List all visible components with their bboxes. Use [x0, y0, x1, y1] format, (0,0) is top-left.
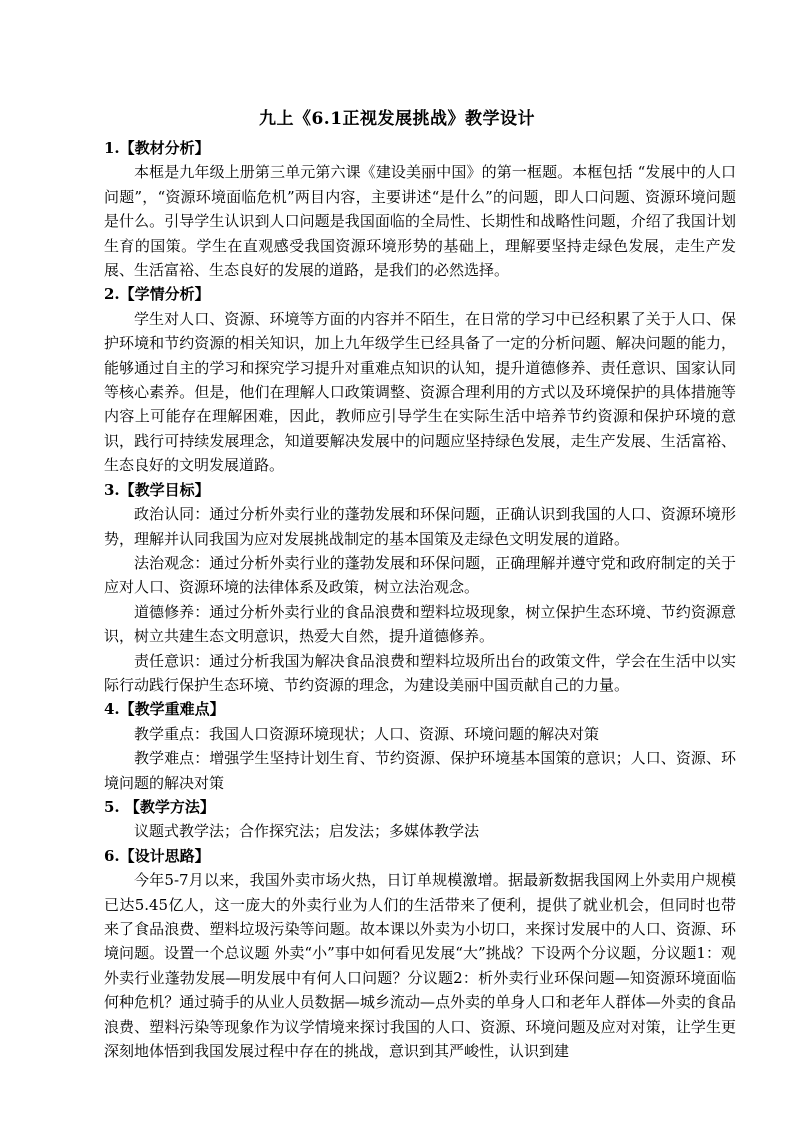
- key-points: 教学重点：我国人口资源环境现状；人口、资源、环境问题的解决对策: [134, 724, 600, 743]
- section-heading-teaching-methods: 5. 【教学方法】: [104, 797, 215, 816]
- section-heading-student-analysis: 2.【学情分析】: [104, 285, 210, 304]
- section-heading-textbook-analysis: 1.【教材分析】: [104, 139, 210, 157]
- section-heading-teaching-objectives: 3.【教学目标】: [104, 480, 210, 499]
- section-paragraph: 学生对人口、资源、环境等方面的内容并不陌生，在日常的学习中已经积累了关于人口、保护环境和节约资源的相关知识，加上九年级学生已经具备了一定的分析问题、解决问题的能力，能够通过自主的学习和探究学习提升对重难点知识的认知，提升道德修养、责任意识、国家认同等核心素养。但是，他们在理解人口政策调整、资源合理利用的方式以及环境保护的具体措施等内容上可能存在理解困难，因此，教师应引导学生在实际生活中培养节约资源和保护环境的意识，践行可持续发展理念，知道要解决发展中的问题应坚持绿色发展，走生产发展、生活富裕、生态良好的文明发展道路。: [104, 309, 736, 475]
- document-title: 九上《6.1正视发展挑战》教学设计: [258, 109, 536, 129]
- section-heading-key-difficult-points: 4.【教学重难点】: [104, 700, 225, 719]
- document-body: [104, 136, 736, 1063]
- objective-political-identity: 政治认同：通过分析外卖行业的蓬勃发展和环保问题，正确认识到我国的人口、资源环境形势，理解并认同我国为应对发展挑战制定的基本国策及走绿色文明发展的道路。: [104, 505, 736, 548]
- difficult-points: 教学难点：增强学生坚持计划生育、节约资源、保护环境基本国策的意识；人口、资源、环境问题的解决对策: [104, 749, 736, 792]
- section-paragraph: 本框是九年级上册第三单元第六课《建设美丽中国》的第一框题。本框包括 “发展中的人口问题”，“资源环境面临危机”两目内容，主要讲述“是什么”的问题，即人口问题、资源环境问题是什么。引导学生认识到人口问题是我国面临的全局性、长期性和战略性问题，介绍了我国计划生育的国策。学生在直观感受我国资源环境形势的基础上，理解要坚持走绿色发展，走生产发展、生活富裕、生态良好的发展的道路，是我们的必然选择。: [104, 163, 736, 280]
- objective-rule-of-law: 法治观念：通过分析外卖行业的蓬勃发展和环保问题，正确理解并遵守党和政府制定的关于应对人口、资源环境的法律体系及政策，树立法治观念。: [104, 553, 736, 597]
- section-heading-design-ideas: 6.【设计思路】: [104, 846, 210, 865]
- objective-moral-cultivation: 道德修养：通过分析外卖行业的食品浪费和塑料垃圾现象，树立保护生态环境、节约资源意识，树立共建生态文明意识，热爱大自然，提升道德修养。: [104, 602, 736, 646]
- objective-responsibility: 责任意识：通过分析我国为解决食品浪费和塑料垃圾所出台的政策文件，学会在生活中以实际行动践行保护生态环境、节约资源的理念，为建设美丽中国贡献自己的力量。: [104, 651, 736, 694]
- teaching-methods: 议题式教学法；合作探究法；启发法；多媒体教学法: [134, 822, 480, 841]
- design-ideas-paragraph: 今年5-7月以来，我国外卖市场火热，日订单规模激增。据最新数据我国网上外卖用户规模已达5.45亿人，这一庞大的外卖行业为人们的生活带来了便利，提供了就业机会，但同时也带来了食品浪费、塑料垃圾污染等问题。故本课以外卖为小切口，来探讨发展中的人口、资源、环境问题。设置一个总议题 外卖“小”事中如何看见发展“大”挑战？下设两个分议题，分议题1：观外卖行业蓬勃发展—明发展中有何人口问题？分议题2：析外卖行业环保问题—知资源环境面临何种危机？通过骑手的从业人员数据—城乡流动—点外卖的单身人口和老年人群体—外卖的食品浪费、塑料污染等现象作为议学情境来探讨我国的人口、资源、环境问题及应对对策，让学生更深刻地体悟到我国发展过程中存在的挑战，意识到其严峻性，认识到建: [104, 871, 736, 1061]
